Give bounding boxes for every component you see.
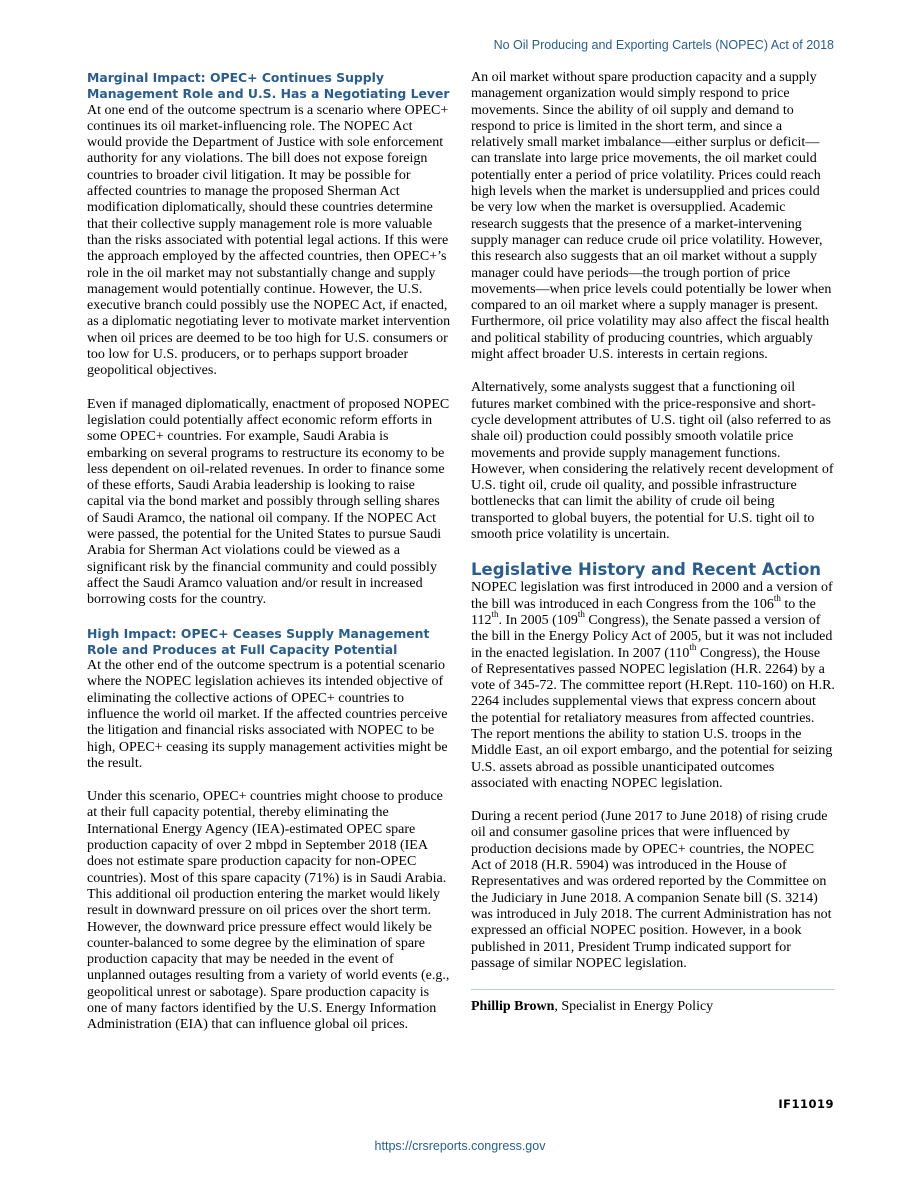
superscript: th bbox=[491, 609, 499, 620]
superscript: th bbox=[773, 592, 781, 603]
right-column bbox=[471, 70, 835, 1015]
author-line bbox=[471, 999, 835, 1015]
report-id: IF11019 bbox=[778, 1097, 834, 1111]
paragraph: Under this scenario, OPEC+ countries might choose to produce at their full capacity potential, thereby eliminating the International Energy Agency (IEA)-estimated OPEC spare production capacity of over 2 mbpd in September 2018 (IEA does not estimate spare production capacity for non-OPEC countries). Most of this spare capacity (71%) is in Saudi Arabia. This additional oil production entering the market would likely result in downward pressure on oil prices over the short term. However, the downward price pressure effect would likely be counter-balanced to some degree by the elimination of spare production capacity that may be needed in the event of unplanned outages resulting from a variety of world events (e.g., geopolitical unrest or sabotage). Spare production capacity is one of many factors identified by the U.S. Energy Information Administration (EIA) that can influence global oil prices. bbox=[87, 789, 450, 1033]
text-run: NOPEC legislation was first introduced in 2000 and a version of the bill was introduced in each Congress from the 106 bbox=[471, 580, 833, 612]
left-column bbox=[87, 70, 451, 1051]
paragraph: At the other end of the outcome spectrum is a potential scenario where the NOPEC legislation achieves its intended objective of eliminating the collective actions of OPEC+ countries to influence the world oil market. If the affected countries perceive the litigation and financial risks associated with NOPEC to be high, OPEC+ ceasing its supply management activities might be the result. bbox=[87, 658, 448, 771]
text-run: . In 2005 (109 bbox=[498, 612, 578, 628]
author-title: , Specialist in Energy Policy bbox=[554, 999, 714, 1015]
paragraph: At one end of the outcome spectrum is a scenario where OPEC+ continues its oil market-influencing role. The NOPEC Act would provide the Department of Justice with sole enforcement authority for any violations. The bill does not expose foreign countries to broader civil litigation. It may be possible for affected countries to manage the proposed Sherman Act modification diplomatically, should these countries determine that their collective supply management role is more valuable than the risks associated with potential legal actions. If this were the approach employed by the affected countries, then OPEC+’s role in the oil market may not substantially change and supply management would potentially continue. However, the U.S. executive branch could possibly use the NOPEC Act, if enacted, as a diplomatic negotiating lever to motivate market intervention when oil prices are deemed to be too high for U.S. consumers or too low for U.S. producers, or to perhaps support broader geopolitical objectives. bbox=[87, 102, 451, 379]
author-divider bbox=[471, 989, 835, 990]
text-run: Congress), the Senate passed a version of the bill in the Energy Policy Act of 2005, but it was not included in the enacted legislation. In 2007 (110 bbox=[471, 612, 833, 661]
paragraph: Even if managed diplomatically, enactment of proposed NOPEC legislation could potentially affect economic reform efforts in some OPEC+ countries. For example, Saudi Arabia is embarking on several programs to restructure its economy to be less dependent on oil-related revenues. In order to finance some of these efforts, Saudi Arabia leadership is looking to raise capital via the bond market and possibly through selling shares of Saudi Aramco, the national oil company. If the NOPEC Act were passed, the potential for the United States to pursue Saudi Arabia for Sherman Act violations could be viewed as a significant risk by the financial community and could possibly affect the Saudi Aramco valuation and/or result in increased borrowing costs for the country. bbox=[87, 396, 450, 608]
legislative-history-heading: Legislative History and Recent Action bbox=[471, 560, 822, 580]
high-impact-heading: High Impact: OPEC+ Ceases Supply Management Role and Produces at Full Capacity Potential bbox=[87, 625, 430, 657]
footer-link[interactable]: https://crsreports.congress.gov bbox=[374, 1139, 546, 1153]
superscript: th bbox=[577, 609, 585, 620]
text-run: to the 112 bbox=[471, 596, 816, 628]
author-name: Phillip Brown bbox=[471, 999, 555, 1015]
paragraph: An oil market without spare production capacity and a supply management organization would simply respond to price movements. Since the ability of oil supply and demand to respond to price is limited in the short term, and since a relatively small market imbalance—either surplus or deficit—can translate into large price movements, the oil market could potentially enter a period of price volatility. Prices could reach high levels when the market is undersupplied and prices could be very low when the market is oversupplied. Academic research suggests that the presence of a market-intervening supply manager can reduce crude oil price volatility. However, this research also suggests that an oil market without a supply manager could have periods—the trough portion of price movements—when price levels could potentially be lower when compared to an oil market where a supply manager is present. Furthermore, oil price volatility may also affect the fiscal health and political stability of producing countries, which arguably might affect broader U.S. interests in certain regions. bbox=[471, 70, 832, 363]
superscript: th bbox=[689, 641, 697, 652]
paragraph: Alternatively, some analysts suggest that a functioning oil futures market combined with the price-responsive and short-cycle development attributes of U.S. tight oil (also referred to as shale oil) production could possibly smooth volatile price movements and provide supply management functions. However, when considering the relatively recent development of U.S. tight oil, crude oil quality, and possible infrastructure bottlenecks that can limit the ability of crude oil being transported to global buyers, the potential for U.S. tight oil to smooth price volatility is uncertain. bbox=[471, 380, 834, 543]
running-header-title: No Oil Producing and Exporting Cartels (NOPEC) Act of 2018 bbox=[493, 38, 834, 52]
paragraph bbox=[471, 580, 835, 792]
text-run: Congress), the House of Representatives passed NOPEC legislation (H.R. 2264) by a vote of 345-72. The committee report (H.Rept. 110-160) on H.R. 2264 includes supplemental views that express concern about the potential for retaliatory measures from affected countries. The report mentions the ability to station U.S. troops in the Middle East, an oil export embargo, and the potential for seizing U.S. assets abroad as possible unanticipated outcomes associated with enacting NOPEC legislation. bbox=[471, 645, 835, 791]
paragraph: During a recent period (June 2017 to June 2018) of rising crude oil and consumer gasoline prices that were influenced by production decisions made by OPEC+ countries, the NOPEC Act of 2018 (H.R. 5904) was introduced in the House of Representatives and was ordered reported by the Committee on the Judiciary in June 2018. A companion Senate bill (S. 3214) was introduced in July 2018. The current Administration has not expressed an official NOPEC position. However, in a book published in 2011, President Trump indicated support for passage of similar NOPEC legislation. bbox=[471, 809, 832, 971]
marginal-impact-heading: Marginal Impact: OPEC+ Continues Supply Management Role and U.S. Has a Negotiating Lever bbox=[87, 70, 450, 102]
